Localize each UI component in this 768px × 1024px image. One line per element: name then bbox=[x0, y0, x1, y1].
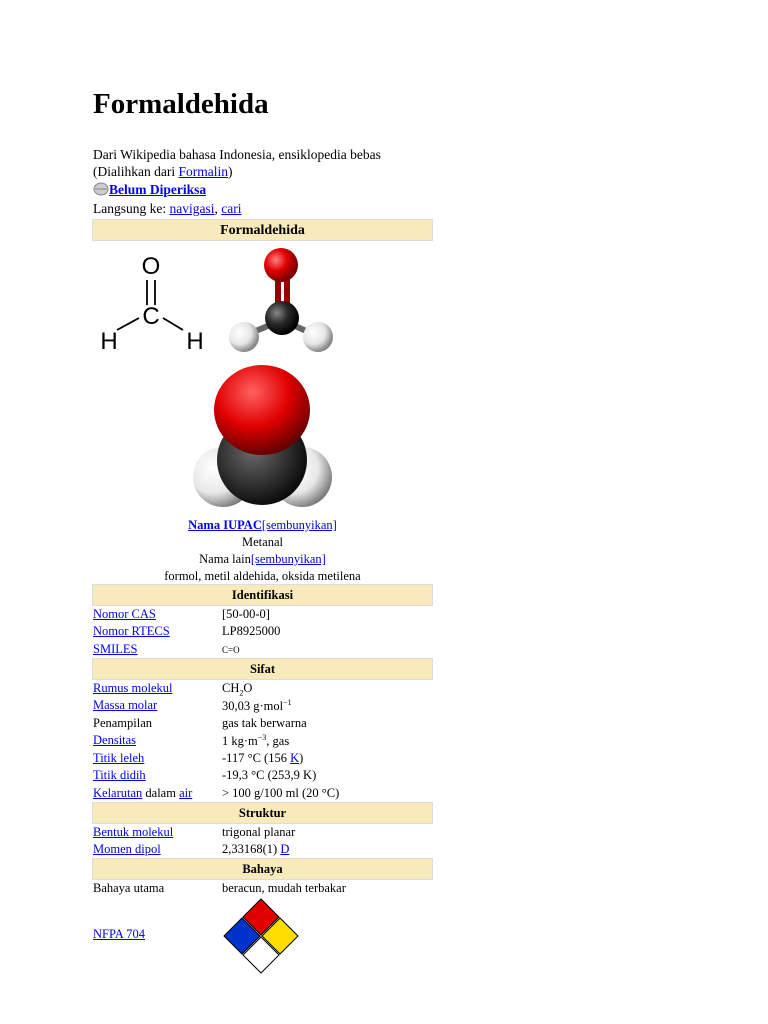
section-struktur: Struktur bbox=[92, 802, 433, 824]
carbon-label: C bbox=[142, 303, 160, 330]
iupac-hide-link[interactable]: [sembunyikan] bbox=[261, 518, 337, 532]
other-names-label: Nama lain bbox=[199, 552, 251, 566]
redirect-suffix: ) bbox=[227, 164, 233, 179]
formula-subscript: 2 bbox=[239, 688, 244, 698]
appearance-label: Penampilan bbox=[93, 716, 153, 730]
smiles-link[interactable]: SMILES bbox=[93, 642, 138, 656]
nfpa-link[interactable]: NFPA 704 bbox=[93, 927, 145, 941]
formula-part-a: CH bbox=[222, 681, 240, 695]
molar-mass-link[interactable]: Massa molar bbox=[93, 698, 158, 712]
molar-mass-number: 30,03 g·mol bbox=[222, 699, 284, 714]
infobox-header: Formaldehida bbox=[92, 219, 433, 241]
iupac-name-value: Metanal bbox=[242, 535, 283, 549]
debye-link[interactable]: D bbox=[280, 842, 290, 856]
rtecs-link[interactable]: Nomor RTECS bbox=[93, 624, 170, 638]
density-value bbox=[222, 733, 289, 749]
redirect-prefix: (Dialihkan dari bbox=[93, 164, 179, 179]
kelvin-link[interactable]: K bbox=[290, 751, 300, 765]
jump-search-link[interactable]: cari bbox=[221, 201, 242, 216]
boiling-point-value: -19,3 °C (253,9 K) bbox=[222, 768, 317, 782]
redirect-link[interactable]: Formalin bbox=[178, 164, 228, 179]
other-names-row bbox=[92, 552, 433, 567]
melting-point-suffix: ) bbox=[299, 751, 304, 765]
tagline: Dari Wikipedia bahasa Indonesia, ensiklopedia bebas bbox=[93, 147, 381, 162]
section-sifat: Sifat bbox=[92, 658, 433, 680]
main-hazard-value: beracun, mudah terbakar bbox=[222, 881, 346, 895]
solubility-link[interactable]: Kelarutan bbox=[93, 786, 143, 800]
dipole-link[interactable]: Momen dipol bbox=[93, 842, 161, 856]
iupac-name-link[interactable]: Nama IUPAC bbox=[188, 518, 262, 532]
appearance-value: gas tak berwarna bbox=[222, 716, 307, 730]
other-names-value: formol, metil aldehida, oksida metilena bbox=[164, 569, 361, 583]
formula-value bbox=[222, 681, 252, 698]
melting-point-value bbox=[222, 751, 303, 766]
dipole-number: 2,33168(1) bbox=[222, 842, 281, 856]
other-names-hide-link[interactable]: [sembunyikan] bbox=[250, 552, 326, 566]
section-bahaya: Bahaya bbox=[92, 858, 433, 880]
solubility-mid: dalam bbox=[142, 786, 180, 800]
boiling-point-link[interactable]: Titik didih bbox=[93, 768, 146, 782]
redirect-note bbox=[93, 164, 232, 180]
page-title: Formaldehida bbox=[93, 88, 269, 120]
hydrogen-label-right: H bbox=[186, 328, 204, 355]
oxygen-label: O bbox=[141, 253, 161, 280]
section-identifikasi: Identifikasi bbox=[92, 584, 433, 606]
smiles-value: C=O bbox=[222, 645, 240, 655]
jump-links bbox=[93, 201, 241, 217]
hydrogen-label-left: H bbox=[100, 328, 118, 355]
water-link[interactable]: air bbox=[179, 786, 193, 800]
molecular-shape-value: trigonal planar bbox=[222, 825, 296, 839]
density-number: 1 kg·m bbox=[222, 734, 258, 749]
jump-navigation-link[interactable]: navigasi bbox=[169, 201, 215, 216]
review-status bbox=[93, 182, 206, 198]
formula-part-b: O bbox=[243, 681, 253, 695]
dipole-value bbox=[222, 842, 289, 857]
cas-value: [50-00-0] bbox=[222, 607, 270, 621]
melting-point-number: -117 °C (156 bbox=[222, 751, 291, 765]
jump-separator: , bbox=[214, 201, 222, 216]
iupac-name-row bbox=[92, 518, 433, 533]
structural-formula-image bbox=[95, 250, 215, 355]
nfpa-diamond-icon[interactable] bbox=[223, 898, 299, 974]
density-exponent: −3 bbox=[257, 733, 267, 742]
ball-and-stick-model-image bbox=[222, 240, 342, 360]
solubility-value: > 100 g/100 ml (20 °C) bbox=[222, 786, 340, 800]
cas-link[interactable]: Nomor CAS bbox=[93, 607, 156, 621]
jump-prefix: Langsung ke: bbox=[93, 201, 170, 216]
melting-point-link[interactable]: Titik leleh bbox=[93, 751, 145, 765]
space-filling-model-image bbox=[190, 365, 335, 515]
rtecs-value: LP8925000 bbox=[222, 624, 281, 638]
molar-mass-exponent: −1 bbox=[283, 698, 292, 707]
review-icon bbox=[93, 182, 109, 196]
review-link[interactable]: Belum Diperiksa bbox=[109, 182, 207, 197]
solubility-label bbox=[93, 786, 192, 801]
formula-link[interactable]: Rumus molekul bbox=[93, 681, 173, 695]
density-suffix: , gas bbox=[266, 734, 290, 749]
molar-mass-value bbox=[222, 698, 292, 714]
density-link[interactable]: Densitas bbox=[93, 733, 137, 747]
molecular-shape-link[interactable]: Bentuk molekul bbox=[93, 825, 174, 839]
main-hazard-label: Bahaya utama bbox=[93, 881, 165, 895]
